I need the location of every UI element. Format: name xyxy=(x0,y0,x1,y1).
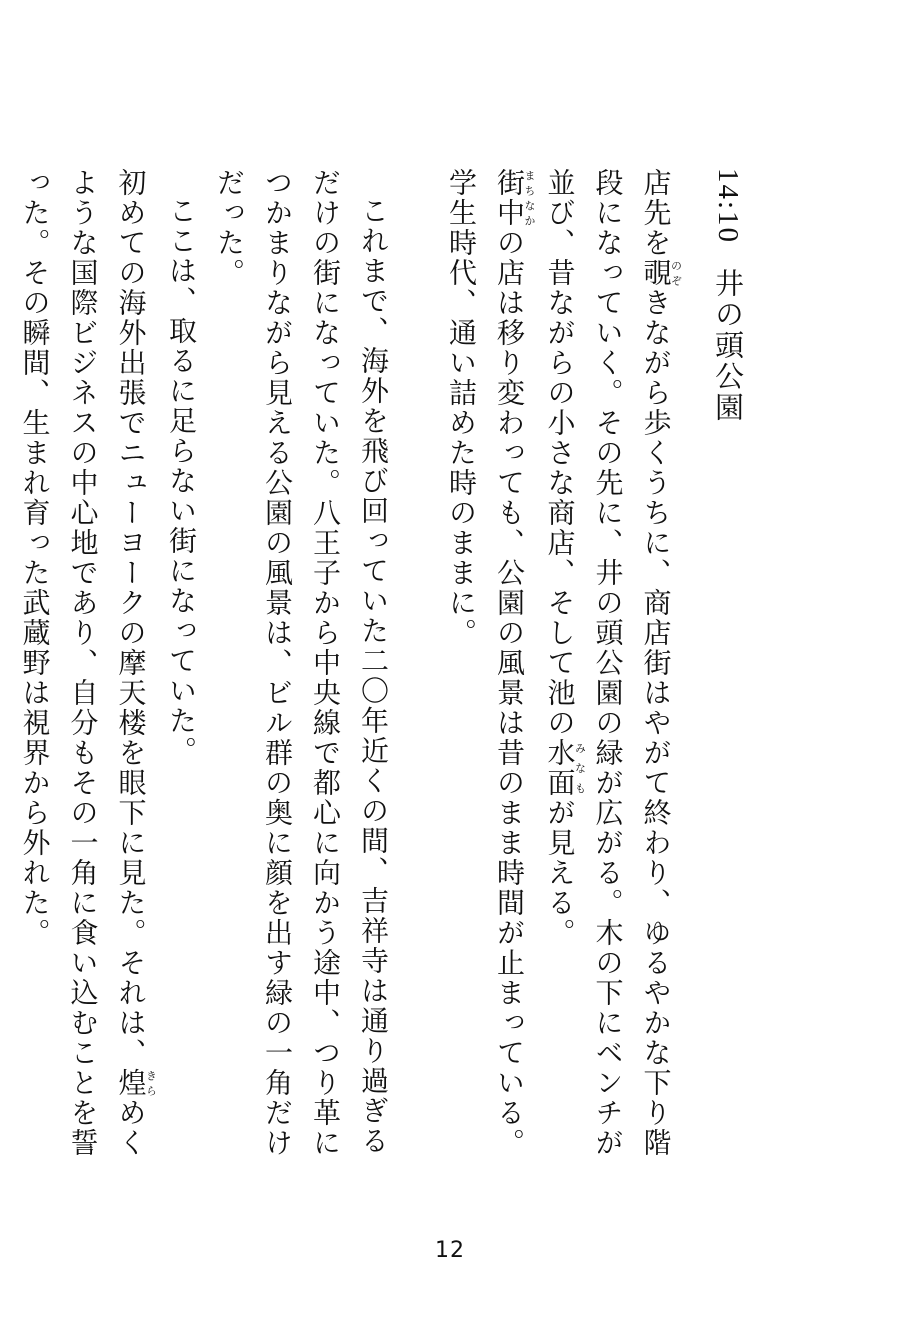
ruby-base: 街中 xyxy=(493,168,526,228)
paragraph xyxy=(157,168,205,1168)
text-run: 初めての海外出張でニューヨークの摩天楼を眼下に見た。それは、 xyxy=(114,168,148,1068)
paragraph xyxy=(11,168,158,1168)
text-run: これまで、海外を飛び回っていた二〇年近くの間、吉祥寺は通り過ぎるだけの街になっていた。八王子から中央線で都心に向かう途中、つり革につかまりながら見える公園の風景は、ビル群の奥に顔を出す緑の一角だけだった。 xyxy=(213,168,390,1158)
page-number: 12 xyxy=(435,1238,465,1263)
text-run: きながら歩くうちに、商店街はやがて終わり、ゆるやかな下り階段になっていく。その先に、井の頭公園の緑が広がる。木の下にベンチが並び、昔ながらの小さな商店、そして池の xyxy=(543,168,673,1158)
ruby-reading: のぞ xyxy=(669,258,683,288)
ruby-annotation xyxy=(114,1068,158,1098)
text-run: の店は移り変わっても、公園の風景は昔のまま時間が止まっている。学生時代、通い詰めた時のままに。 xyxy=(445,168,526,1158)
ruby-base: 覗 xyxy=(639,258,673,288)
ruby-annotation xyxy=(493,168,536,228)
ruby-annotation xyxy=(639,258,683,288)
text-run: 店先を xyxy=(639,168,673,258)
ruby-reading: まちなか xyxy=(523,168,536,228)
heading-title: 井の頭公園 xyxy=(711,268,745,424)
section-heading xyxy=(704,168,752,1168)
heading-time: 14:10 xyxy=(712,168,744,245)
text-run: めくような国際ビジネスの中心地であり、自分もその一角に食い込むことを誓った。その瞬間、生まれ育った武蔵野は視界から外れた。 xyxy=(18,168,148,1158)
ruby-base: 煌 xyxy=(114,1068,148,1098)
vertical-text-body xyxy=(18,168,752,1168)
text-run: ここは、取るに足らない街になっていた。 xyxy=(165,196,198,766)
ruby-annotation xyxy=(543,738,587,798)
text-run: が見える。 xyxy=(543,798,577,948)
ruby-reading: きら xyxy=(144,1068,158,1098)
ruby-reading: みなも xyxy=(573,738,587,798)
paragraph xyxy=(536,168,683,1168)
ruby-base: 水面 xyxy=(543,738,577,798)
paragraph xyxy=(437,168,536,1168)
paragraph xyxy=(205,168,397,1168)
